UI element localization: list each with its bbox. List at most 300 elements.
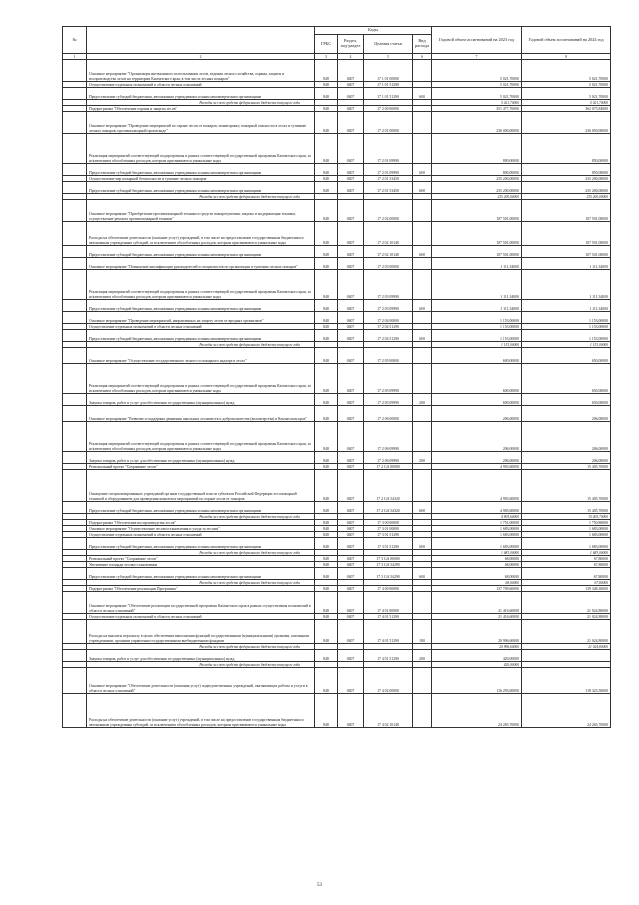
row-cs-cell: 17 2 06 09990	[364, 422, 413, 452]
row-2024-cell: 206,00000	[522, 406, 611, 422]
row-grbs-cell: 848	[315, 222, 338, 246]
budget-table	[62, 26, 611, 728]
row-razdel-cell: 0407	[338, 538, 364, 550]
row-num-cell	[63, 312, 87, 324]
row-grbs-cell: 848	[315, 394, 338, 406]
row-name-cell: Осуществление мер пожарной безопасности и тушение лесных пожаров	[87, 176, 315, 182]
header-codes: Коды	[315, 27, 432, 35]
table-row	[63, 60, 611, 82]
row-2023-cell: 4 905,60000	[432, 502, 522, 514]
row-2024-cell: 5 021,70000	[522, 82, 611, 88]
row-razdel-cell: 0407	[338, 112, 364, 134]
row-grbs-cell: 848	[315, 562, 338, 568]
row-grbs-cell: 848	[315, 452, 338, 464]
row-vr-cell: 600	[413, 246, 432, 258]
row-grbs-cell: 848	[315, 176, 338, 182]
row-cs-cell: 17 2 02 10140	[364, 246, 413, 258]
row-cs-cell: 17 2 01 53450	[364, 176, 413, 182]
row-razdel-cell: 0407	[338, 60, 364, 82]
row-2024-cell: 67,80000	[522, 580, 611, 586]
row-razdel-cell: 0407	[338, 406, 364, 422]
row-2024-cell	[522, 650, 611, 662]
index-cell: 4	[338, 54, 364, 60]
row-vr-cell	[413, 222, 432, 246]
row-name-cell: Закупка товаров, работ и услуг для обеспечения государственных (муниципальных) нужд	[87, 650, 315, 662]
row-grbs-cell: 848	[315, 82, 338, 88]
row-2024-cell: 67,80000	[522, 568, 611, 580]
row-vr-cell	[413, 270, 432, 300]
row-name-cell: Предоставление субсидий бюджетным, автономным учреждениям и иным некоммерческим организациям	[87, 502, 315, 514]
row-name-cell: Подпрограмма "Обеспечение реализации Программы"	[87, 586, 315, 592]
row-2024-cell: 21 024,80000	[522, 644, 611, 650]
table-row	[63, 112, 611, 134]
row-grbs-cell: 848	[315, 330, 338, 342]
row-vr-cell: 600	[413, 330, 432, 342]
row-2023-cell: 68,00000	[432, 568, 522, 580]
row-grbs-cell: 848	[315, 520, 338, 526]
row-2023-cell: 68,00000	[432, 562, 522, 568]
row-num-cell	[63, 246, 87, 258]
row-2023-cell: 1 751,00000	[432, 520, 522, 526]
row-vr-cell: 600	[413, 502, 432, 514]
table-row	[63, 270, 611, 300]
row-vr-cell	[413, 60, 432, 82]
row-name-cell: Подпрограмма "Обеспечение охраны и защиты лесов"	[87, 106, 315, 112]
row-name-cell: Расходы на выплаты персоналу в целях обеспечения выполнения функций государственными (муниципальными) органами, казенными учреждениями, органами управления государственными внебюджетными фондами	[87, 620, 315, 644]
row-name-cell: Реализация мероприятий соответствующей подпрограммы в рамках соответствующей государственной программы Камчатского края, за исключением обособленных расходов, которым присваиваются уникальные коды	[87, 134, 315, 164]
row-grbs-cell: 848	[315, 556, 338, 562]
row-num-cell	[63, 88, 87, 100]
row-2024-cell: 1 153,00000	[522, 330, 611, 342]
row-cs-cell: 17 2 04 00000	[364, 312, 413, 324]
row-name-cell: Осуществление отдельных полномочий в области лесных отношений	[87, 324, 315, 330]
row-2023-cell: 235 200,00000	[432, 194, 522, 200]
table-row	[63, 164, 611, 176]
row-razdel-cell: 0407	[338, 556, 364, 562]
row-razdel-cell: 0407	[338, 270, 364, 300]
row-2024-cell: 107 501,00000	[522, 246, 611, 258]
row-2024-cell: 1 683,00000	[522, 538, 611, 550]
header-name	[87, 27, 315, 54]
row-cs-cell: 17 3 01 51290	[364, 532, 413, 538]
row-2023-cell: 206,00000	[432, 406, 522, 422]
row-num-cell	[63, 134, 87, 164]
row-razdel-cell: 0407	[338, 614, 364, 620]
row-name-cell: Оснащение специализированных учреждений органов государственной власти субъектов Российской Федерации лесопожарной техникой и оборудованием для проведения комплекса мероприятий по охране лесов от пожаров	[87, 470, 315, 502]
row-vr-cell: 600	[413, 538, 432, 550]
row-grbs-cell: 848	[315, 182, 338, 194]
row-cs-cell: 17 3 GA 00000	[364, 556, 413, 562]
row-vr-cell: 600	[413, 568, 432, 580]
row-2023-cell: 235 200,00000	[432, 182, 522, 194]
row-name-cell: Расходы за счет средств федерального бюджета текущего года	[87, 580, 315, 586]
row-vr-cell: 200	[413, 394, 432, 406]
row-name-cell: Предоставление субсидий бюджетным, автономным учреждениям и иным некоммерческим организациям	[87, 568, 315, 580]
budget-table-sheet	[62, 26, 610, 728]
row-num-cell	[63, 182, 87, 194]
row-cs-cell: 17 2 01 09990	[364, 134, 413, 164]
row-razdel-cell: 0407	[338, 592, 364, 614]
table-row	[63, 592, 611, 614]
row-num-cell	[63, 592, 87, 614]
row-razdel-cell: 0407	[338, 502, 364, 514]
row-2024-cell: 118 323,50000	[522, 668, 611, 694]
row-2024-cell: 21 024,80000	[522, 592, 611, 614]
table-row	[63, 394, 611, 406]
header-row-top	[63, 27, 611, 35]
row-2024-cell: 1 111,34000	[522, 270, 611, 300]
row-razdel-cell: 0407	[338, 246, 364, 258]
row-razdel-cell: 0407	[338, 134, 364, 164]
row-cs-cell: 17 3 01 00000	[364, 526, 413, 532]
row-2024-cell: 21 024,80000	[522, 614, 611, 620]
row-2024-cell: 850,00000	[522, 134, 611, 164]
row-2023-cell: 1 111,34000	[432, 300, 522, 312]
row-razdel-cell: 0407	[338, 532, 364, 538]
row-2023-cell: 68,00000	[432, 580, 522, 586]
row-2024-cell: 107 501,00000	[522, 222, 611, 246]
table-row	[63, 364, 611, 394]
row-name-cell: Расходы за счет средств федерального бюджета текущего года	[87, 550, 315, 556]
row-name-cell: Предоставление субсидий бюджетным, автономным учреждениям и иным некоммерческим организациям	[87, 330, 315, 342]
row-razdel-cell: 0407	[338, 88, 364, 100]
table-row	[63, 200, 611, 222]
row-grbs-cell: 848	[315, 502, 338, 514]
row-2024-cell: 1 683,00000	[522, 532, 611, 538]
row-num-cell	[63, 668, 87, 694]
row-grbs-cell: 848	[315, 106, 338, 112]
row-2023-cell: 107 501,00000	[432, 200, 522, 222]
row-cs-cell: 17 3 01 51290	[364, 538, 413, 550]
row-2023-cell: 1 683,00000	[432, 538, 522, 550]
row-2023-cell: 1 153,00000	[432, 312, 522, 324]
row-num-cell	[63, 222, 87, 246]
row-name-cell: Предоставление субсидий бюджетным, автономным учреждениям и иным некоммерческим организациям	[87, 246, 315, 258]
index-cell: 3	[315, 54, 338, 60]
row-cs-cell: 17 2 02 10140	[364, 222, 413, 246]
table-row	[63, 650, 611, 662]
row-cs-cell: 17 4 01 51290	[364, 650, 413, 662]
row-grbs-cell: 848	[315, 592, 338, 614]
row-vr-cell: 200	[413, 452, 432, 464]
row-2024-cell: 235 200,00000	[522, 194, 611, 200]
row-2024-cell: 107 501,00000	[522, 200, 611, 222]
row-2023-cell: 5 021,70000	[432, 88, 522, 100]
row-name-cell: Расходы за счет средств федерального бюджета текущего года	[87, 662, 315, 668]
row-name-cell: Основное мероприятие "Обеспечение реализации государственной программы Камчатского края в рамках осуществления полномочий в области лесных отношений"	[87, 592, 315, 614]
row-cs-cell: 17 2 04 51290	[364, 330, 413, 342]
table-row	[63, 246, 611, 258]
row-2023-cell: 206,00000	[432, 422, 522, 452]
table-row	[63, 502, 611, 514]
row-grbs-cell: 848	[315, 134, 338, 164]
row-name-cell: Основное мероприятие "Развитие и поддержка движения школьных лесничеств и добровольчества (волонтерства) в Камчатском крае"	[87, 406, 315, 422]
row-cs-cell: 17 2 01 53450	[364, 182, 413, 194]
row-grbs-cell: 848	[315, 668, 338, 694]
row-vr-cell: 600	[413, 164, 432, 176]
table-row	[63, 538, 611, 550]
row-vr-cell: 600	[413, 300, 432, 312]
row-vr-cell	[413, 258, 432, 270]
row-razdel-cell: 0407	[338, 324, 364, 330]
row-cs-cell: 17 1 01 51290	[364, 82, 413, 88]
row-vr-cell	[413, 406, 432, 422]
row-2024-cell: 24 265,70000	[522, 694, 611, 728]
row-grbs-cell: 848	[315, 200, 338, 222]
row-2023-cell: 68,00000	[432, 556, 522, 562]
row-cs-cell: 17 2 05 09990	[364, 394, 413, 406]
row-num-cell	[63, 394, 87, 406]
table-row	[63, 568, 611, 580]
row-num-cell	[63, 112, 87, 134]
row-razdel-cell: 0407	[338, 182, 364, 194]
table-row	[63, 88, 611, 100]
row-razdel-cell: 0407	[338, 164, 364, 176]
page-number: 53	[317, 883, 322, 888]
row-vr-cell	[413, 200, 432, 222]
row-cs-cell: 17 2 00 00000	[364, 106, 413, 112]
row-2024-cell: 235 200,00000	[522, 182, 611, 194]
row-2023-cell: 420,00000	[432, 662, 522, 668]
row-cs-cell: 17 3 GA 54290	[364, 568, 413, 580]
row-cs-cell: 17 1 01 00000	[364, 60, 413, 82]
row-grbs-cell: 848	[315, 60, 338, 82]
row-razdel-cell: 0407	[338, 364, 364, 394]
row-2024-cell: 15 405,70000	[522, 470, 611, 502]
table-row	[63, 348, 611, 364]
row-cs-cell: 17 4 02 10140	[364, 694, 413, 728]
row-2024-cell: 206,00000	[522, 452, 611, 464]
index-cell: 7	[432, 54, 522, 60]
index-cell: 1	[63, 54, 87, 60]
row-cs-cell: 17 2 03 09990	[364, 300, 413, 312]
row-name-cell: Основное мероприятие "Осуществление лесовосстановления и ухода за лесами"	[87, 526, 315, 532]
row-num-cell	[63, 330, 87, 342]
row-2024-cell: 1 750,80000	[522, 520, 611, 526]
row-num-cell	[63, 620, 87, 644]
row-2023-cell: 600,00000	[432, 348, 522, 364]
row-cs-cell: 17 2 03 00000	[364, 258, 413, 270]
row-razdel-cell: 0407	[338, 562, 364, 568]
row-2024-cell: 5 021,70000	[522, 60, 611, 82]
header-vr: Вид расхода	[413, 35, 432, 54]
row-razdel-cell: 0407	[338, 330, 364, 342]
row-grbs-cell: 848	[315, 324, 338, 330]
row-2023-cell: 4 905,60000	[432, 470, 522, 502]
row-num-cell	[63, 200, 87, 222]
row-2023-cell: 420,00000	[432, 650, 522, 662]
row-2024-cell: 1 683,00000	[522, 550, 611, 556]
row-razdel-cell: 0407	[338, 520, 364, 526]
row-name-cell: Осуществление отдельных полномочий в области лесных отношений	[87, 532, 315, 538]
row-name-cell: Предоставление субсидий бюджетным, автономным учреждениям и иным некоммерческим организациям	[87, 300, 315, 312]
row-2024-cell: 5 021,70000	[522, 88, 611, 100]
row-cs-cell: 17 2 GA 54320	[364, 502, 413, 514]
row-2023-cell: 1 683,00000	[432, 526, 522, 532]
row-grbs-cell: 848	[315, 586, 338, 592]
row-grbs-cell: 848	[315, 694, 338, 728]
row-cs-cell: 17 2 06 00000	[364, 406, 413, 422]
row-2023-cell: 20 996,60000	[432, 620, 522, 644]
row-cs-cell: 17 2 GA 54320	[364, 470, 413, 502]
row-cs-cell: 17 4 01 51290	[364, 614, 413, 620]
index-cell: 6	[413, 54, 432, 60]
header-razdel: Раздел, под-раздел	[338, 35, 364, 54]
header-cs: Целевая статья	[364, 35, 413, 54]
row-2023-cell: 235 200,00000	[432, 176, 522, 182]
row-cs-cell: 17 2 05 00000	[364, 348, 413, 364]
index-cell: 5	[364, 54, 413, 60]
index-cell: 8	[522, 54, 611, 60]
row-2024-cell: 21 024,80000	[522, 620, 611, 644]
row-2023-cell: 137 709,60000	[432, 586, 522, 592]
table-row	[63, 312, 611, 324]
table-row	[63, 258, 611, 270]
row-cs-cell: 17 2 04 51290	[364, 324, 413, 330]
row-2024-cell: 1 153,00000	[522, 324, 611, 330]
row-2023-cell: 236 000,00000	[432, 112, 522, 134]
row-name-cell: Расходы за счет средств федерального бюджета текущего года	[87, 194, 315, 200]
header-grbs: ГРБС	[315, 35, 338, 54]
row-2023-cell: 1 111,34000	[432, 270, 522, 300]
row-vr-cell	[413, 694, 432, 728]
row-vr-cell	[413, 312, 432, 324]
row-grbs-cell: 848	[315, 464, 338, 470]
row-cs-cell: 17 2 03 09990	[364, 270, 413, 300]
row-2023-cell: 351 477,70000	[432, 106, 522, 112]
row-2024-cell: 5 021,70000	[522, 100, 611, 106]
table-row	[63, 330, 611, 342]
row-num-cell	[63, 258, 87, 270]
row-razdel-cell: 0407	[338, 668, 364, 694]
row-razdel-cell: 0407	[338, 176, 364, 182]
row-cs-cell: 17 2 01 00000	[364, 112, 413, 134]
row-name-cell: Предоставление субсидий бюджетным, автономным учреждениям и иным некоммерческим организациям	[87, 88, 315, 100]
row-cs-cell: 17 2 GA 00000	[364, 464, 413, 470]
table-row	[63, 694, 611, 728]
row-2024-cell: 15 405,70000	[522, 502, 611, 514]
row-razdel-cell: 0407	[338, 694, 364, 728]
row-2023-cell: 21 416,60000	[432, 592, 522, 614]
row-razdel-cell: 0407	[338, 394, 364, 406]
row-name-cell: Осуществление отдельных полномочий в области лесных отношений	[87, 614, 315, 620]
row-razdel-cell: 0407	[338, 312, 364, 324]
row-cs-cell: 17 3 GA 54290	[364, 562, 413, 568]
row-2023-cell: 1 153,00000	[432, 342, 522, 348]
row-name-cell: Основное мероприятие "Проведение мероприятий, направленных на защиту лесов от вредных организмов"	[87, 312, 315, 324]
row-cs-cell: 17 3 00 00000	[364, 520, 413, 526]
row-2023-cell: 1 683,00000	[432, 532, 522, 538]
row-2024-cell: 1 153,00000	[522, 312, 611, 324]
row-2024-cell: 850,00000	[522, 164, 611, 176]
row-vr-cell	[413, 364, 432, 394]
row-cs-cell: 17 2 02 00000	[364, 200, 413, 222]
row-razdel-cell: 0407	[338, 586, 364, 592]
row-2024-cell: 235 200,00000	[522, 176, 611, 182]
row-name-cell: Основное мероприятие "Обеспечение деятельности (оказания услуг) подведомственных учреждений, оказывающих работы и услуги в области лесных отношений"	[87, 668, 315, 694]
row-name-cell: Основное мероприятие "Осуществление государственного лесного и пожарного надзора в лесах"	[87, 348, 315, 364]
row-2023-cell: 5 021,70000	[432, 60, 522, 82]
row-name-cell: Расходы на обеспечение деятельности (оказание услуг) учреждений, в том числе на предоставление государственным бюджетным и автономным учреждениям субсидий, за исключением обособленных расходов, которым присваиваются уникальные коды	[87, 222, 315, 246]
table-row	[63, 222, 611, 246]
row-num-cell	[63, 164, 87, 176]
row-razdel-cell: 0407	[338, 222, 364, 246]
row-2023-cell: 206,00000	[432, 452, 522, 464]
row-name-cell: Региональный проект "Сохранение лесов"	[87, 464, 315, 470]
row-name-cell: Расходы за счет средств федерального бюджета текущего года	[87, 644, 315, 650]
row-razdel-cell: 0407	[338, 258, 364, 270]
row-cs-cell: 17 4 01 51290	[364, 620, 413, 644]
row-name-cell: Основное мероприятие "Организация интенсивного использования лесов, ведения лесного хозяйства, охраны, защиты и воспроизводства лесов на территории Камчатского края, в том числе лесных пожаров"	[87, 60, 315, 82]
row-vr-cell: 600	[413, 88, 432, 100]
table-row	[63, 134, 611, 164]
row-vr-cell	[413, 348, 432, 364]
header-num: №	[63, 27, 87, 54]
row-vr-cell	[413, 112, 432, 134]
row-cs-cell: 17 2 01 09990	[364, 164, 413, 176]
row-grbs-cell: 848	[315, 422, 338, 452]
row-2024-cell: 650,00000	[522, 348, 611, 364]
row-2024-cell: 1 111,34000	[522, 258, 611, 270]
row-grbs-cell: 848	[315, 364, 338, 394]
row-vr-cell	[413, 134, 432, 164]
row-name-cell: Предоставление субсидий бюджетным, автономным учреждениям и иным некоммерческим организациям	[87, 538, 315, 550]
row-2023-cell: 116 293,00000	[432, 668, 522, 694]
row-razdel-cell: 0407	[338, 348, 364, 364]
row-grbs-cell: 848	[315, 164, 338, 176]
row-razdel-cell: 0407	[338, 620, 364, 644]
row-name-cell: Основное мероприятие "Повышение квалификации руководителей и специалистов по организации и тушению лесных пожаров"	[87, 258, 315, 270]
row-name-cell: Закупка товаров, работ и услуг для обеспечения государственных (муниципальных) нужд	[87, 452, 315, 464]
row-2024-cell: 1 153,00000	[522, 342, 611, 348]
row-vr-cell	[413, 592, 432, 614]
row-name-cell: Подпрограмма "Обеспечение воспроизводства лесов"	[87, 520, 315, 526]
row-2024-cell: 206,00000	[522, 422, 611, 452]
row-name-cell: Реализация мероприятий соответствующей подпрограммы в рамках соответствующей государственной программы Камчатского края, за исключением обособленных расходов, которым присваиваются уникальные коды	[87, 364, 315, 394]
row-2023-cell: 800,00000	[432, 164, 522, 176]
row-name-cell: Расходы за счет средств федерального бюджета текущего года	[87, 514, 315, 520]
row-num-cell	[63, 60, 87, 82]
row-num-cell	[63, 650, 87, 662]
row-2023-cell: 1 153,00000	[432, 324, 522, 330]
row-grbs-cell: 848	[315, 620, 338, 644]
row-2024-cell: 650,00000	[522, 364, 611, 394]
row-2023-cell: 5 021,70000	[432, 82, 522, 88]
row-grbs-cell: 848	[315, 270, 338, 300]
row-razdel-cell: 0407	[338, 82, 364, 88]
row-name-cell: Предоставление субсидий бюджетным, автономным учреждениям и иным некоммерческим организациям	[87, 164, 315, 176]
row-num-cell	[63, 406, 87, 422]
row-2023-cell: 5 021,70000	[432, 100, 522, 106]
row-name-cell: Осуществление отдельных полномочий в области лесных отношений	[87, 82, 315, 88]
table-row	[63, 422, 611, 452]
row-vr-cell	[413, 470, 432, 502]
table-row	[63, 668, 611, 694]
row-vr-cell	[413, 668, 432, 694]
row-name-cell: Реализация мероприятий соответствующей подпрограммы в рамках соответствующей государственной программы Камчатского края, за исключением обособленных расходов, которым присваиваются уникальные коды	[87, 422, 315, 452]
row-cs-cell: 17 4 01 00000	[364, 592, 413, 614]
row-name-cell: Региональный проект "Сохранение лесов"	[87, 556, 315, 562]
row-name-cell: Реализация мероприятий соответствующей подпрограммы в рамках соответствующей государственной программы Камчатского края, за исключением обособленных расходов, которым присваиваются уникальные коды	[87, 270, 315, 300]
row-num-cell	[63, 694, 87, 728]
table-row	[63, 452, 611, 464]
row-2024-cell: 650,00000	[522, 394, 611, 406]
row-2024-cell: 67,80000	[522, 562, 611, 568]
row-vr-cell: 100	[413, 620, 432, 644]
row-2023-cell: 1 111,34000	[432, 258, 522, 270]
row-name-cell: Закупка товаров, работ и услуг для обеспечения государственных (муниципальных) нужд	[87, 394, 315, 406]
row-cs-cell: 17 4 00 00000	[364, 586, 413, 592]
